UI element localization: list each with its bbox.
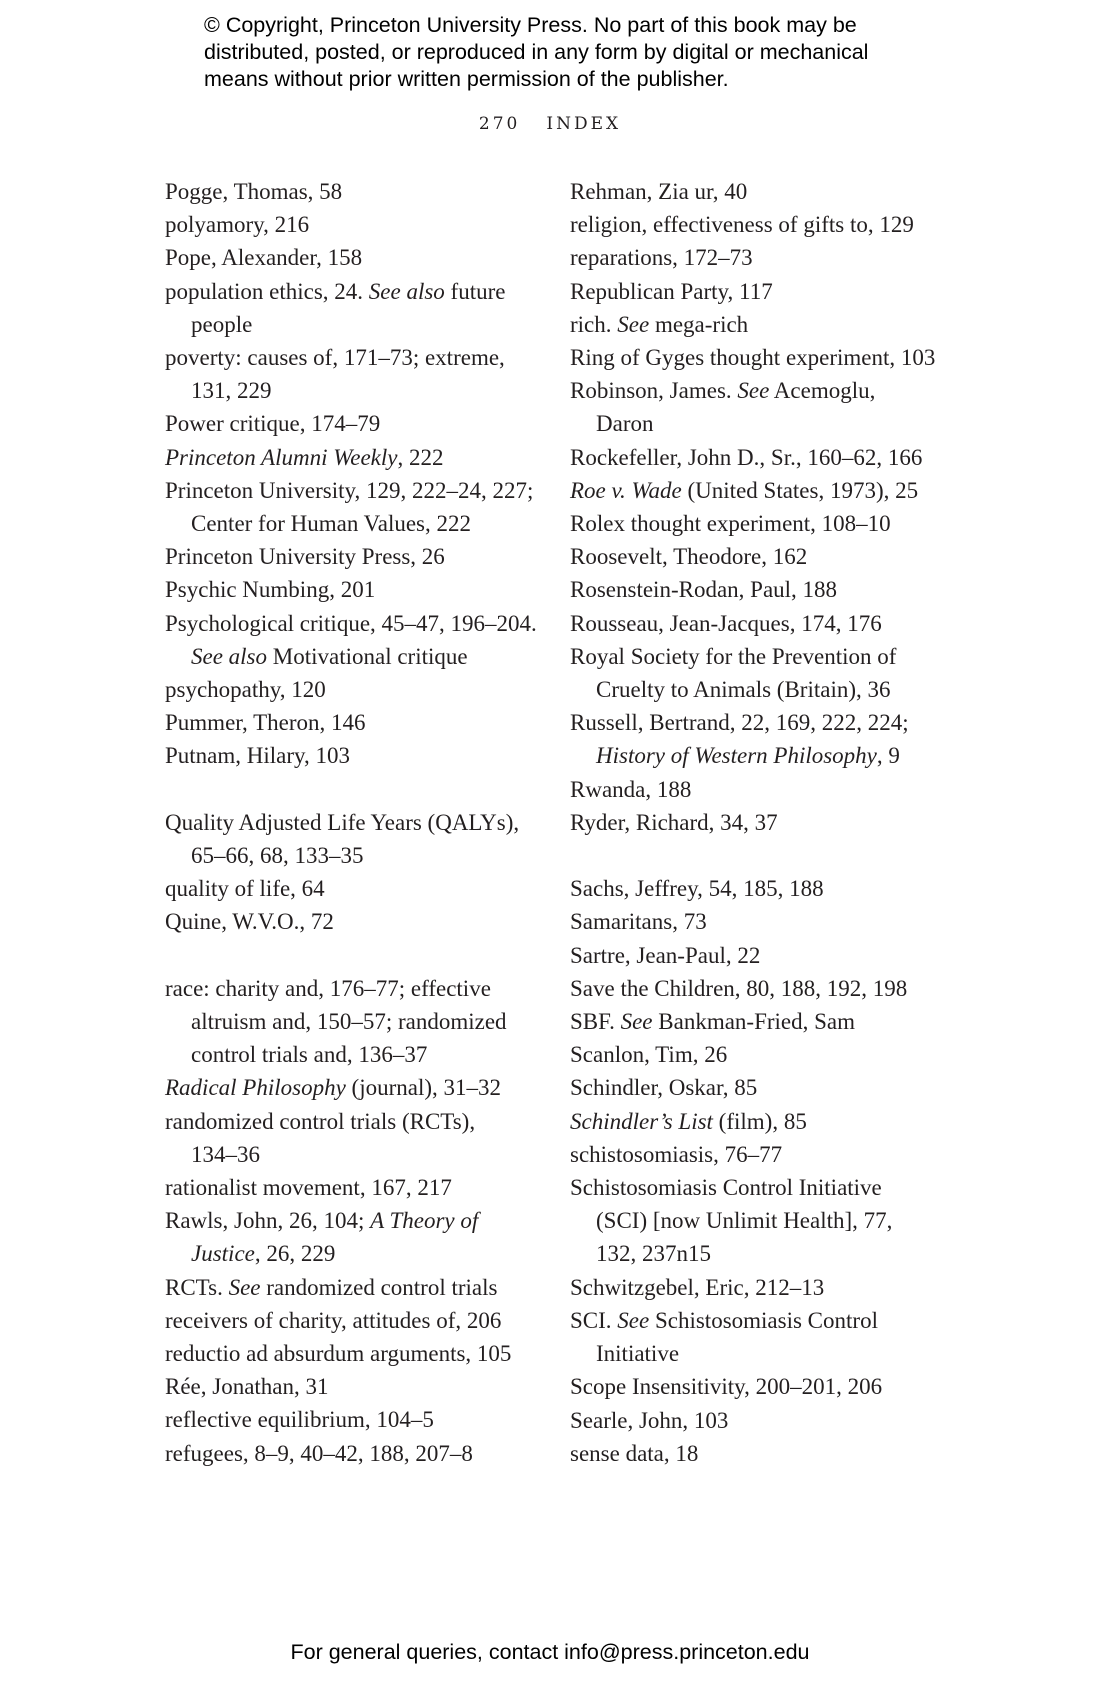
index-entry: Rosenstein-Rodan, Paul, 188 [570, 577, 838, 603]
copyright-line: distributed, posted, or reproduced in any form by digital or mechanical [204, 40, 869, 64]
index-entry: poverty: causes of, 171–73; extreme, [165, 345, 505, 371]
copyright-line: means without prior written permission of the publisher. [204, 67, 729, 91]
index-entry: reparations, 172–73 [570, 245, 753, 271]
index-entry: Russell, Bertrand, 22, 169, 222, 224; [570, 710, 909, 736]
index-entry-continuation: Center for Human Values, 222 [191, 511, 471, 537]
index-entry: Putnam, Hilary, 103 [165, 743, 351, 769]
index-entry-continuation: Cruelty to Animals (Britain), 36 [596, 677, 891, 703]
index-entry: Scanlon, Tim, 26 [570, 1042, 728, 1068]
index-entry: Princeton University Press, 26 [165, 544, 445, 570]
index-entry: Rehman, Zia ur, 40 [570, 179, 748, 204]
index-entry: race: charity and, 176–77; effective [165, 975, 491, 1001]
index-entry: Rawls, John, 26, 104; A Theory of [165, 1208, 479, 1234]
index-entry: psychopathy, 120 [165, 677, 326, 703]
index-entry: Pummer, Theron, 146 [165, 710, 366, 736]
index-entry: Robinson, James. See Acemoglu, [570, 378, 876, 404]
index-entry: polyamory, 216 [165, 212, 310, 238]
index-entry: Save the Children, 80, 188, 192, 198 [570, 975, 908, 1001]
index-entry: Ring of Gyges thought experiment, 103 [570, 345, 936, 371]
index-entry: Sartre, Jean-Paul, 22 [570, 942, 761, 968]
letter-group-gap [165, 773, 555, 806]
index-entry: randomized control trials (RCTs), [165, 1108, 476, 1134]
index-entry: Rousseau, Jean-Jacques, 174, 176 [570, 610, 882, 636]
index-entry: population ethics, 24. See also future [165, 278, 506, 304]
index-entry: RCTs. See randomized control trials [165, 1274, 498, 1300]
index-entry: Schwitzgebel, Eric, 212–13 [570, 1274, 825, 1300]
index-entry: Schindler’s List (film), 85 [570, 1108, 807, 1134]
index-entry: Princeton Alumni Weekly, 222 [165, 444, 444, 470]
index-entry: Sachs, Jeffrey, 54, 185, 188 [570, 876, 824, 902]
index-entry: religion, effectiveness of gifts to, 129 [570, 212, 914, 238]
index-entry: reflective equilibrium, 104–5 [165, 1407, 434, 1433]
letter-group-gap [165, 939, 555, 972]
index-entry: Radical Philosophy (journal), 31–32 [165, 1075, 501, 1101]
index-entry: Rée, Jonathan, 31 [165, 1374, 329, 1400]
index-entry-continuation: (SCI) [now Unlimit Health], 77, [596, 1208, 893, 1234]
index-entry: rationalist movement, 167, 217 [165, 1175, 452, 1201]
section-title: INDEX [546, 114, 622, 134]
running-head [0, 114, 1100, 134]
index-entry-continuation: Justice, 26, 229 [191, 1241, 336, 1267]
page-number: 270 [478, 114, 521, 134]
index-entry: Power critique, 174–79 [165, 411, 381, 437]
index-entry-continuation: Initiative [596, 1341, 680, 1367]
index-entry: Ryder, Richard, 34, 37 [570, 809, 778, 835]
index-entry: Pope, Alexander, 158 [165, 245, 363, 271]
index-entry: Princeton University, 129, 222–24, 227; [165, 477, 534, 503]
index-entry-continuation: 132, 237n15 [596, 1241, 711, 1267]
index-entry-continuation: control trials and, 136–37 [191, 1042, 428, 1068]
footer-contact: For general queries, contact info@press.princeton.edu [290, 1640, 810, 1664]
index-entry: reductio ad absurdum arguments, 105 [165, 1341, 512, 1367]
index-entry: refugees, 8–9, 40–42, 188, 207–8 [165, 1440, 473, 1466]
index-entry: Samaritans, 73 [570, 909, 707, 935]
index-entry: receivers of charity, attitudes of, 206 [165, 1307, 502, 1333]
letter-group-gap [570, 839, 970, 872]
index-entry: Republican Party, 117 [570, 278, 773, 304]
index-entry: Rwanda, 188 [570, 776, 692, 802]
index-entry-continuation: 131, 229 [191, 378, 272, 404]
index-entry: Roe v. Wade (United States, 1973), 25 [570, 477, 919, 503]
index-column-right [570, 175, 970, 1470]
index-entry-continuation: 134–36 [191, 1141, 260, 1167]
index-entry: Quality Adjusted Life Years (QALYs), [165, 809, 520, 835]
index-entry: Rockefeller, John D., Sr., 160–62, 166 [570, 444, 923, 470]
index-entry: rich. See mega-rich [570, 311, 749, 337]
index-entry-continuation: History of Western Philosophy, 9 [596, 743, 900, 769]
index-entry: Psychic Numbing, 201 [165, 577, 376, 603]
index-entry-continuation: 65–66, 68, 133–35 [191, 843, 364, 869]
index-entry-continuation: people [191, 311, 253, 337]
index-entry: Schindler, Oskar, 85 [570, 1075, 758, 1101]
index-entry-continuation: altruism and, 150–57; randomized [191, 1009, 507, 1035]
index-entry: Pogge, Thomas, 58 [165, 179, 343, 204]
index-entry: Scope Insensitivity, 200–201, 206 [570, 1374, 883, 1400]
index-entry-continuation: See also Motivational critique [191, 643, 468, 669]
index-entry: Psychological critique, 45–47, 196–204. [165, 610, 537, 636]
index-entry: Royal Society for the Prevention of [570, 643, 897, 669]
index-entry: sense data, 18 [570, 1440, 699, 1466]
index-column-left [165, 175, 555, 1470]
index-entry: Rolex thought experiment, 108–10 [570, 511, 891, 537]
index-entry: quality of life, 64 [165, 876, 325, 902]
index-entry: Schistosomiasis Control Initiative [570, 1175, 882, 1201]
copyright-line: © Copyright, Princeton University Press. No part of this book may be [204, 13, 857, 37]
copyright-notice [204, 12, 964, 93]
index-entry-continuation: Daron [596, 411, 654, 437]
index-entry: Roosevelt, Theodore, 162 [570, 544, 808, 570]
index-entry: schistosomiasis, 76–77 [570, 1141, 783, 1167]
index-entry: Searle, John, 103 [570, 1407, 729, 1433]
index-entry: SCI. See Schistosomiasis Control [570, 1307, 878, 1333]
index-entry: SBF. See Bankman-Fried, Sam [570, 1009, 856, 1035]
index-entry: Quine, W.V.O., 72 [165, 909, 334, 935]
